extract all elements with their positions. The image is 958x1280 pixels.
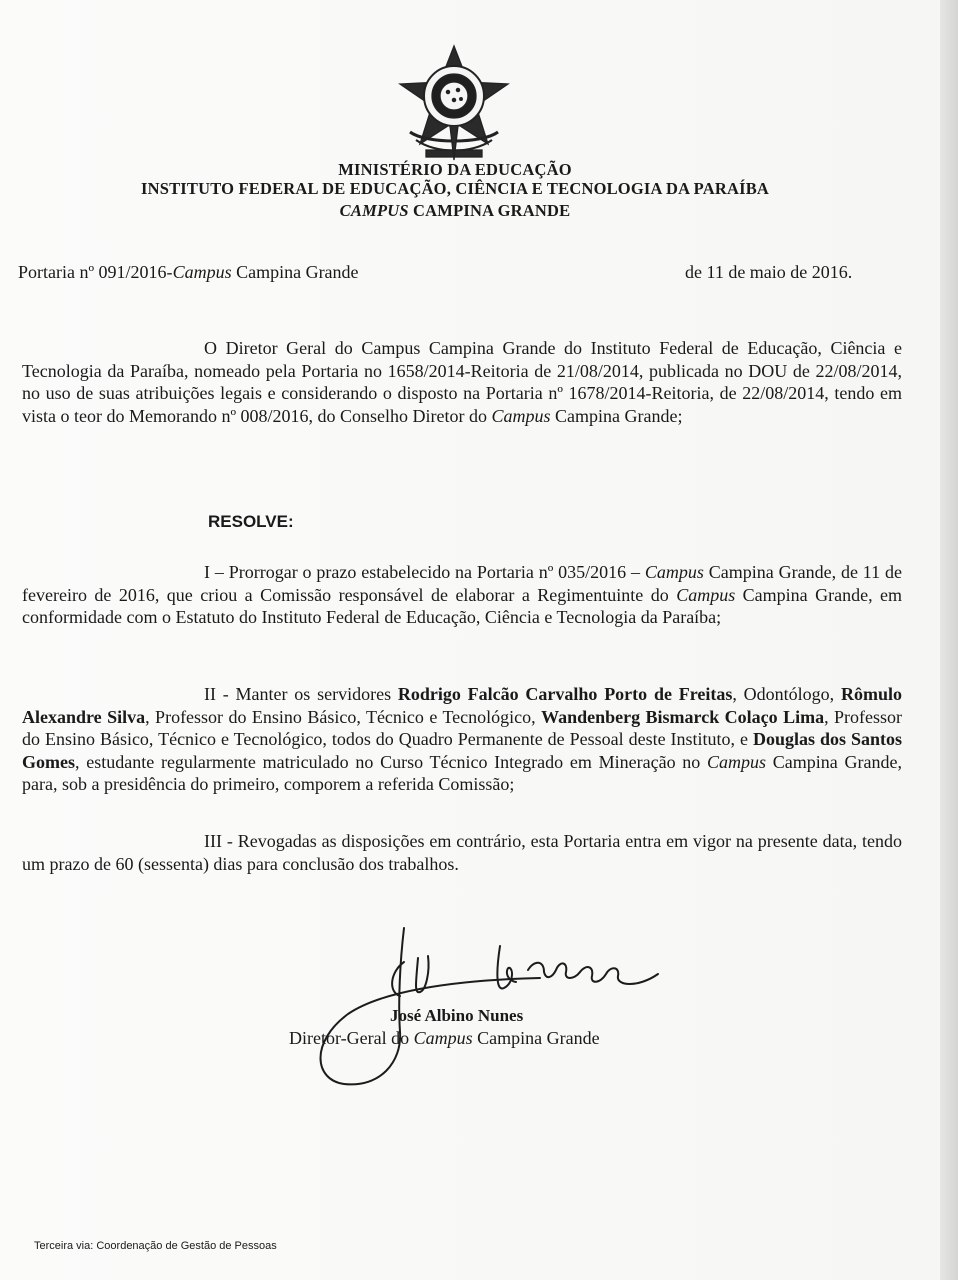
resolve-heading: RESOLVE: <box>208 512 294 531</box>
header-ministry: MINISTÉRIO DA EDUCAÇÃO <box>338 160 572 179</box>
signatory-role: Diretor-Geral do Campus Campina Grande <box>289 1028 600 1048</box>
header-institute: INSTITUTO FEDERAL DE EDUCAÇÃO, CIÊNCIA E TECNOLOGIA DA PARAÍBA <box>140 179 770 198</box>
page-edge-shadow <box>940 0 958 1280</box>
article-ii: II - Manter os servidores Rodrigo Falcão Carvalho Porto de Freitas, Odontólogo, Rômulo Alexandre Silva, Professor do Ensino Básico, Técnico e Tecnológico, Wandenberg Bismarck Colaço Lima, Professor do Ensino Básico, Técnico e Tecnológico, todos do Quadro Permanente de Pessoal deste Instituto, e Douglas dos Santos Gomes, estudante regularmente matriculado no Curso Técnico Integrado em Mineração no Campus Campina Grande, para, sob a presidência do primeiro, comporem a referida Comissão; <box>22 684 903 795</box>
header-campus: CAMPUS CAMPINA GRANDE <box>339 201 571 220</box>
signatory-name: José Albino Nunes <box>390 1006 524 1025</box>
portaria-date: de 11 de maio de 2016. <box>685 262 853 282</box>
article-iii: III - Revogadas as disposições em contrário, esta Portaria entra em vigor na presente data, tendo um prazo de 60 (sessenta) dias para conclusão dos trabalhos. <box>22 831 902 874</box>
footer-copy-note: Terceira via: Coordenação de Gestão de Pessoas <box>34 1240 277 1252</box>
portaria-number: Portaria nº 091/2016-Campus Campina Grande <box>18 262 359 282</box>
article-i: I – Prorrogar o prazo estabelecido na Portaria nº 035/2016 – Campus Campina Grande, de 11 de fevereiro de 2016, que criou a Comissão responsável de elaborar a Regimentuinte do Campus Campina Grande, em conformidade com o Estatuto do Instituto Federal de Educação, Ciência e Tecnologia da Paraíba; <box>22 562 903 628</box>
preamble-paragraph: O Diretor Geral do Campus Campina Grande do Instituto Federal de Educação, Ciência e Tecnologia da Paraíba, nomeado pela Portaria no 1658/2014-Reitoria de 21/08/2014, publicada no DOU de 22/08/2014, no uso de suas atribuições legais e considerando o disposto na Portaria nº 1678/2014-Reitoria, de 22/08/2014, tendo em vista o teor do Memorando nº 008/2016, do Conselho Diretor do Campus Campina Grande; <box>22 338 902 426</box>
coat-of-arms-emblem <box>396 44 512 162</box>
